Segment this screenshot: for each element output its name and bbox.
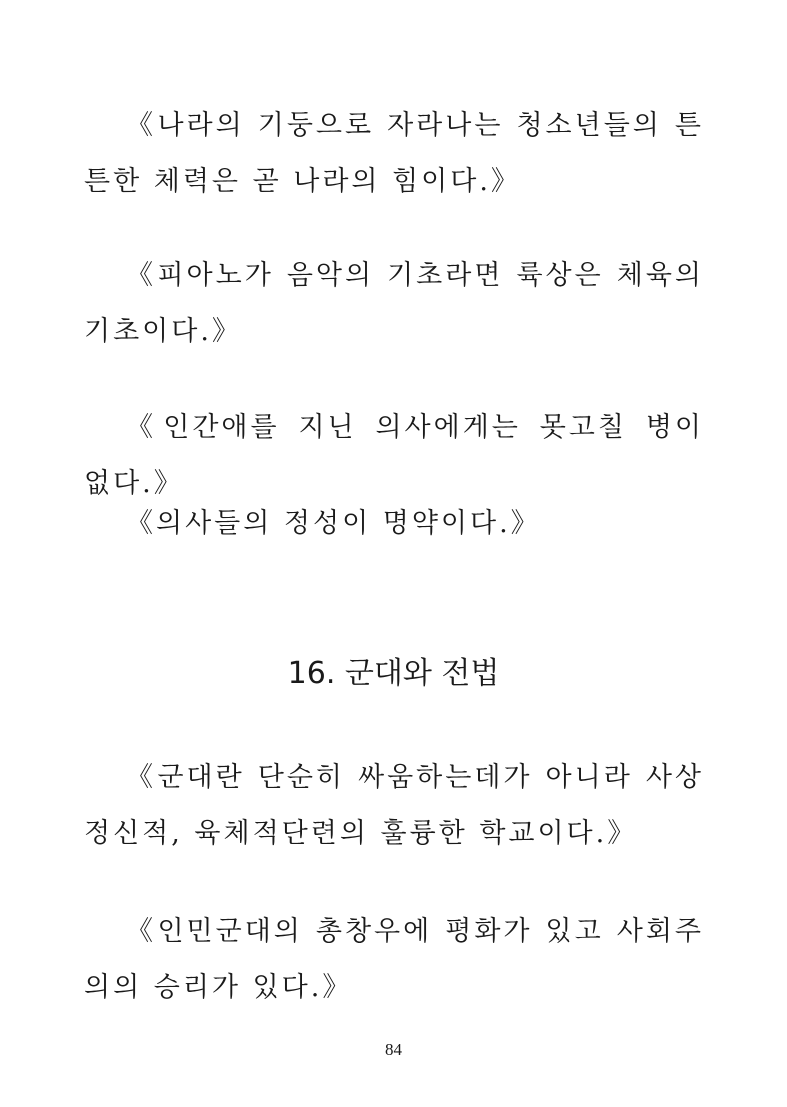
quote-paragraph-3: 《인간애를 지닌 의사에게는 못고칠 병이 없다.》 xyxy=(84,412,704,499)
quote-paragraph-4: 《의사들의 정성이 명약이다.》 xyxy=(126,508,541,539)
quote-paragraph-6: 《인민군대의 총창우에 평화가 있고 사회주의의 승리가 있다.》 xyxy=(84,916,704,1003)
quote-paragraph-1: 《나라의 기둥으로 자라나는 청소년들의 튼튼한 체력은 곧 나라의 힘이다.》 xyxy=(84,110,704,197)
quote-paragraph-2: 《피아노가 음악의 기초라면 륙상은 체육의 기초이다.》 xyxy=(84,260,704,347)
quote-paragraph-5: 《군대란 단순히 싸움하는데가 아니라 사상정신적, 육체적단련의 훌륭한 학교이다.》 xyxy=(84,762,704,849)
section-heading: 16. 군대와 전법 xyxy=(287,656,500,691)
page-number: 84 xyxy=(385,1040,402,1059)
